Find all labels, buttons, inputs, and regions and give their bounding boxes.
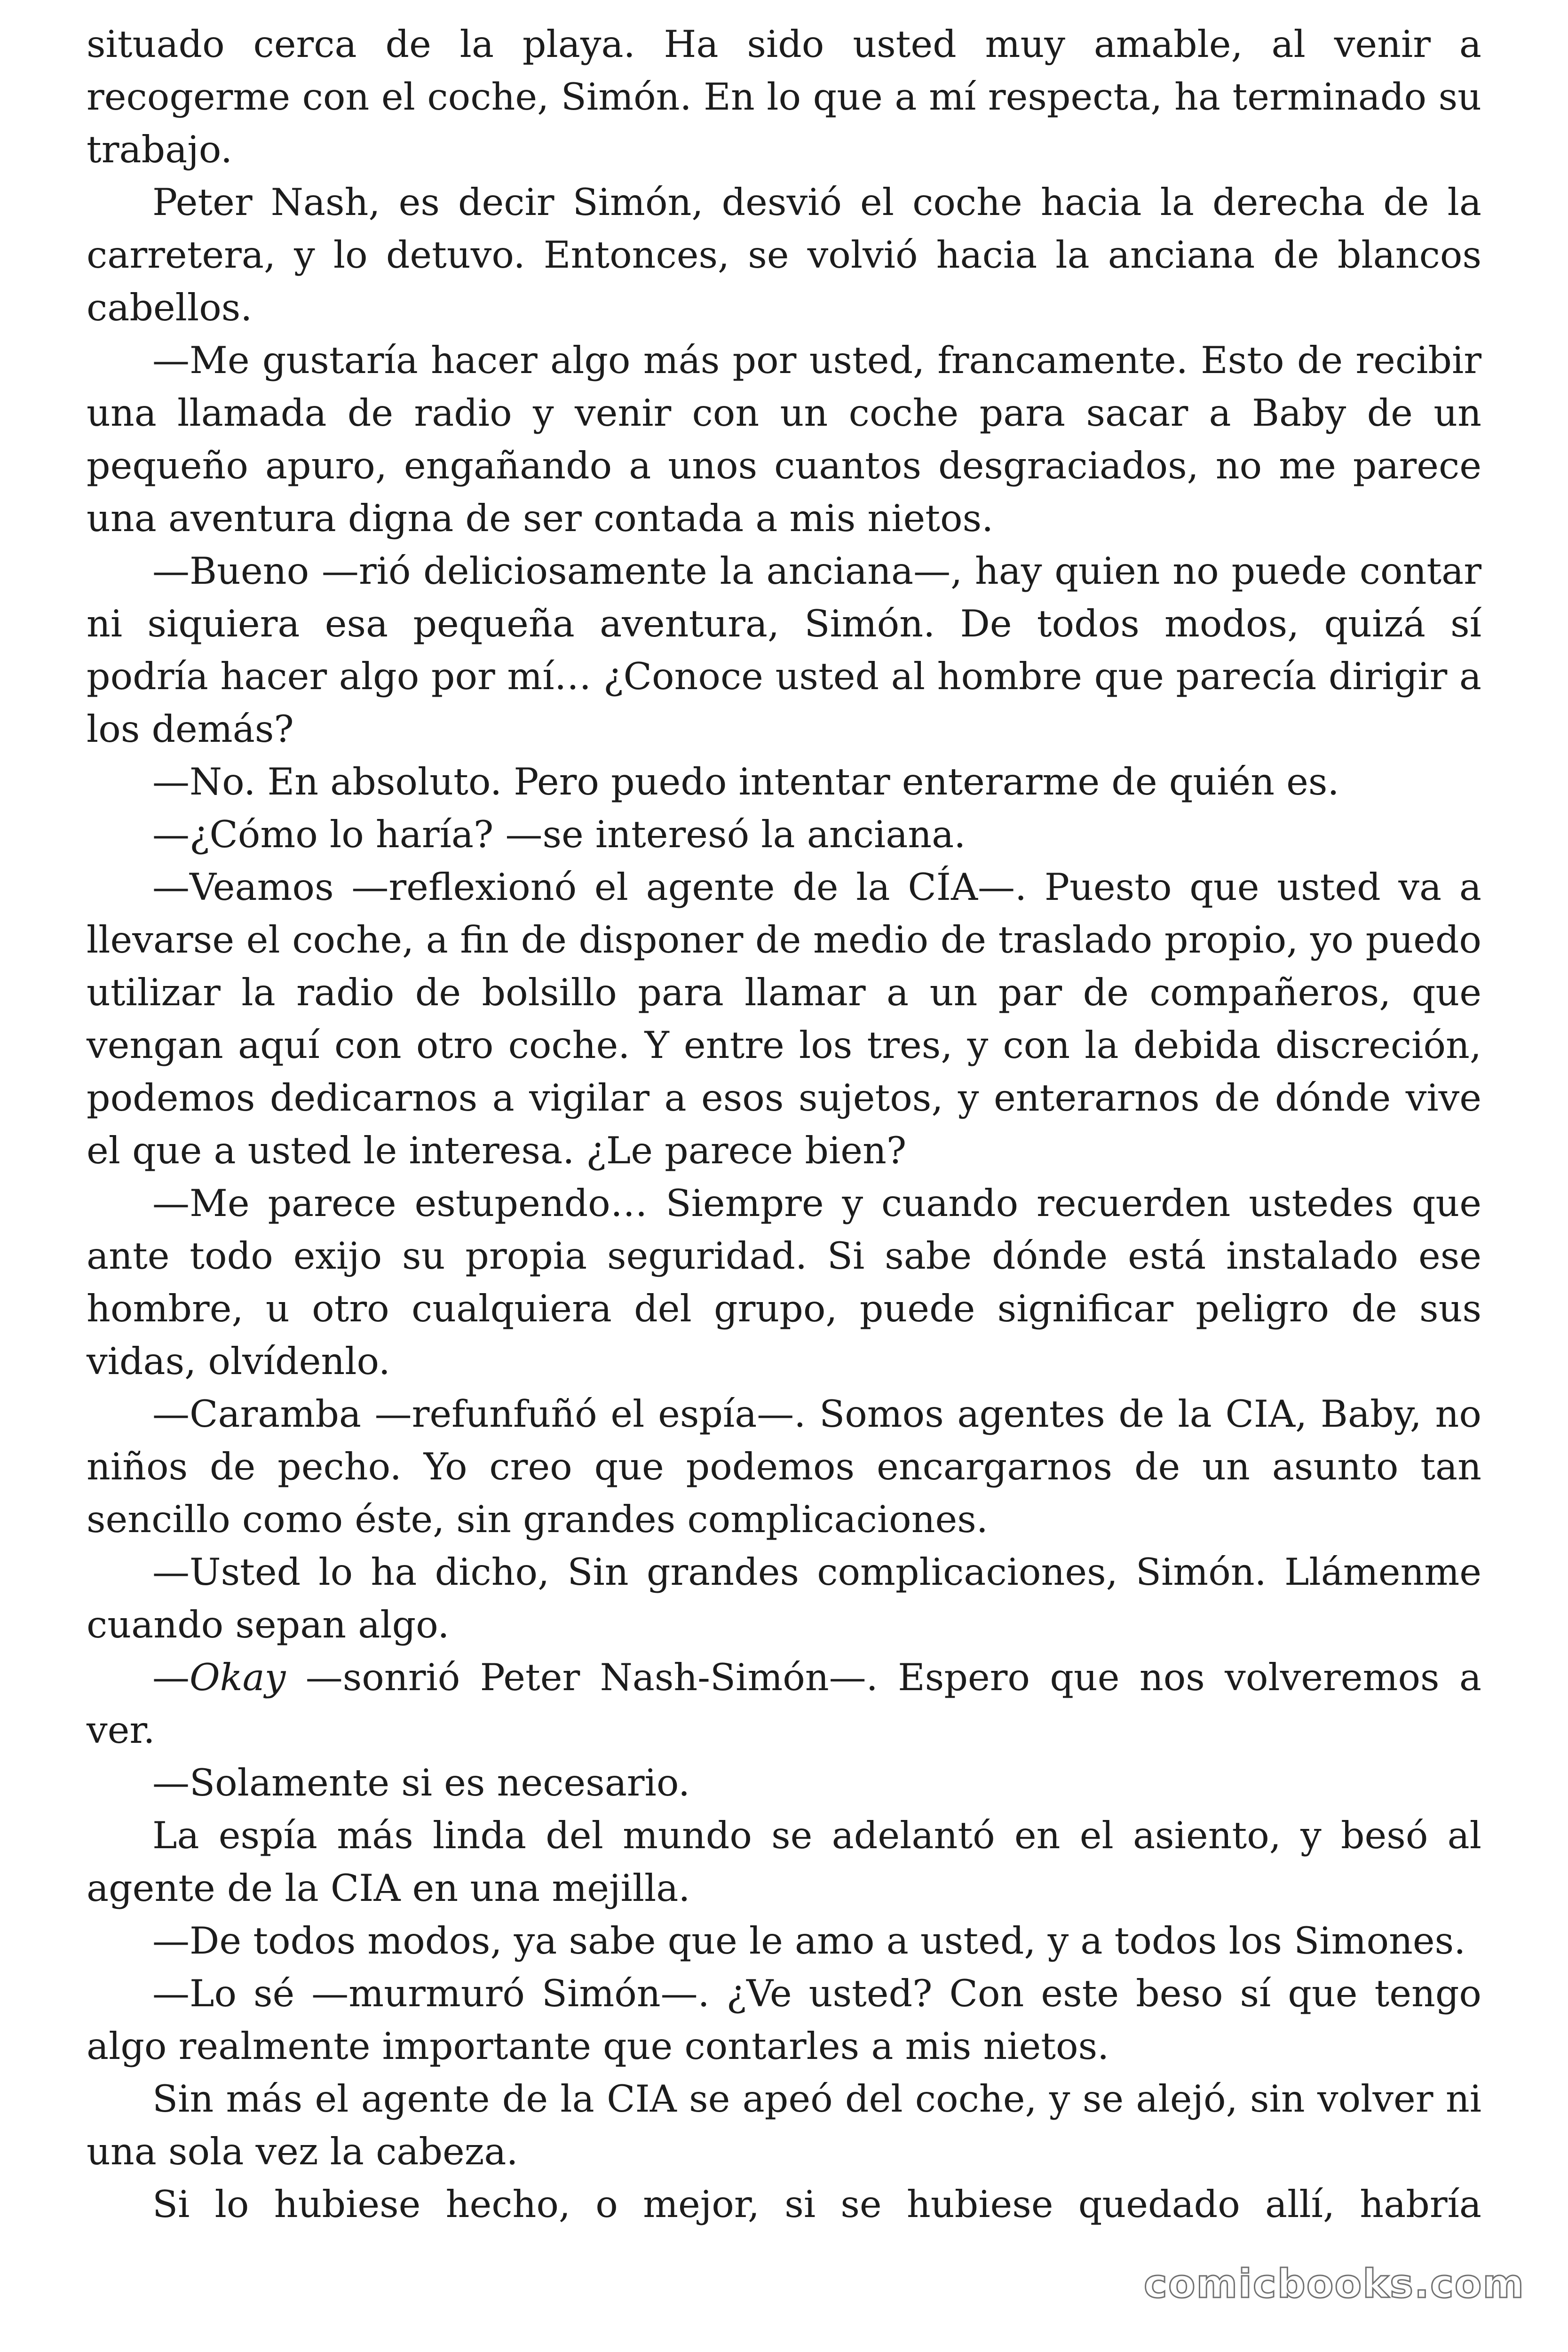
paragraph-4: —Bueno —rió deliciosamente la anciana—, hay quien no puede contar ni siquiera esa pequeña aventura, Simón. De todos modos, quizá sí podría hacer algo por mí… ¿Conoce usted al hombre que parecía dirigir a los demás? [87, 549, 1481, 751]
paragraph-10: —Usted lo ha dicho, Sin grandes complicaciones, Simón. Llámenme cuando sepan algo. [87, 1550, 1481, 1646]
paragraph-7: —Veamos —reflexionó el agente de la CÍA—. Puesto que usted va a llevarse el coche, a fin de disponer de medio de traslado propio, yo puedo utilizar la radio de bolsillo para llamar a un par de compañeros, que vengan aquí con otro coche. Y entre los tres, y con la debida discreción, podemos dedicarnos a vigilar a esos sujetos, y enterarnos de dónde vive el que a usted le interesa. ¿Le parece bien? [87, 866, 1481, 1172]
paragraph-14: —De todos modos, ya sabe que le amo a usted, y a todos los Simones. [152, 1919, 1466, 1963]
paragraph-16: Sin más el agente de la CIA se apeó del coche, y se alejó, sin volver ni una sola vez la cabeza. [87, 2077, 1481, 2173]
paragraph-5: —No. En absoluto. Pero puedo intentar enterarme de quién es. [152, 760, 1339, 803]
okay-rest: —sonrió Peter Nash-Simón—. Espero que nos volveremos a ver. [87, 1656, 1481, 1752]
watermark-logo: comicbooks.com [1144, 2261, 1525, 2307]
okay-italic: Okay [190, 1656, 286, 1699]
paragraph-15: —Lo sé —murmuró Simón—. ¿Ve usted? Con este beso sí que tengo algo realmente importante que contarles a mis nietos. [87, 1972, 1481, 2068]
paragraph-9: —Caramba —refunfuñó el espía—. Somos agentes de la CIA, Baby, no niños de pecho. Yo creo que podemos encargarnos de un asunto tan sencillo como éste, sin grandes complicaciones. [87, 1392, 1481, 1541]
paragraph-8: —Me parece estupendo… Siempre y cuando recuerden ustedes que ante todo exijo su propia seguridad. Si sabe dónde está instalado ese hombre, u otro cualquiera del grupo, puede significar peligro de sus vidas, olvídenlo. [87, 1182, 1481, 1383]
paragraph-1: situado cerca de la playa. Ha sido usted muy amable, al venir a recogerme con el coche, Simón. En lo que a mí respecta, ha terminado su trabajo. [87, 23, 1481, 171]
paragraph-6: —¿Cómo lo haría? —se interesó la anciana. [152, 813, 966, 856]
paragraph-13: La espía más linda del mundo se adelantó en el asiento, y besó al agente de la CIA en una mejilla. [87, 1814, 1481, 1910]
paragraph-okay [87, 1651, 1481, 1756]
okay-lead: — [152, 1656, 190, 1699]
paragraph-2: Peter Nash, es decir Simón, desvió el coche hacia la derecha de la carretera, y lo detuvo. Entonces, se volvió hacia la anciana de blancos cabellos. [87, 181, 1481, 329]
paragraph-12: —Solamente si es necesario. [152, 1761, 690, 1804]
paragraph-3: —Me gustaría hacer algo más por usted, francamente. Esto de recibir una llamada de radio y venir con un coche para sacar a Baby de un pequeño apuro, engañando a unos cuantos desgraciados, no me parece una aventura digna de ser contada a mis nietos. [87, 339, 1481, 540]
paragraph-17: Si lo hubiese hecho, o mejor, si se hubiese quedado allí, habría [152, 2183, 1481, 2226]
page-body [87, 18, 1481, 2231]
